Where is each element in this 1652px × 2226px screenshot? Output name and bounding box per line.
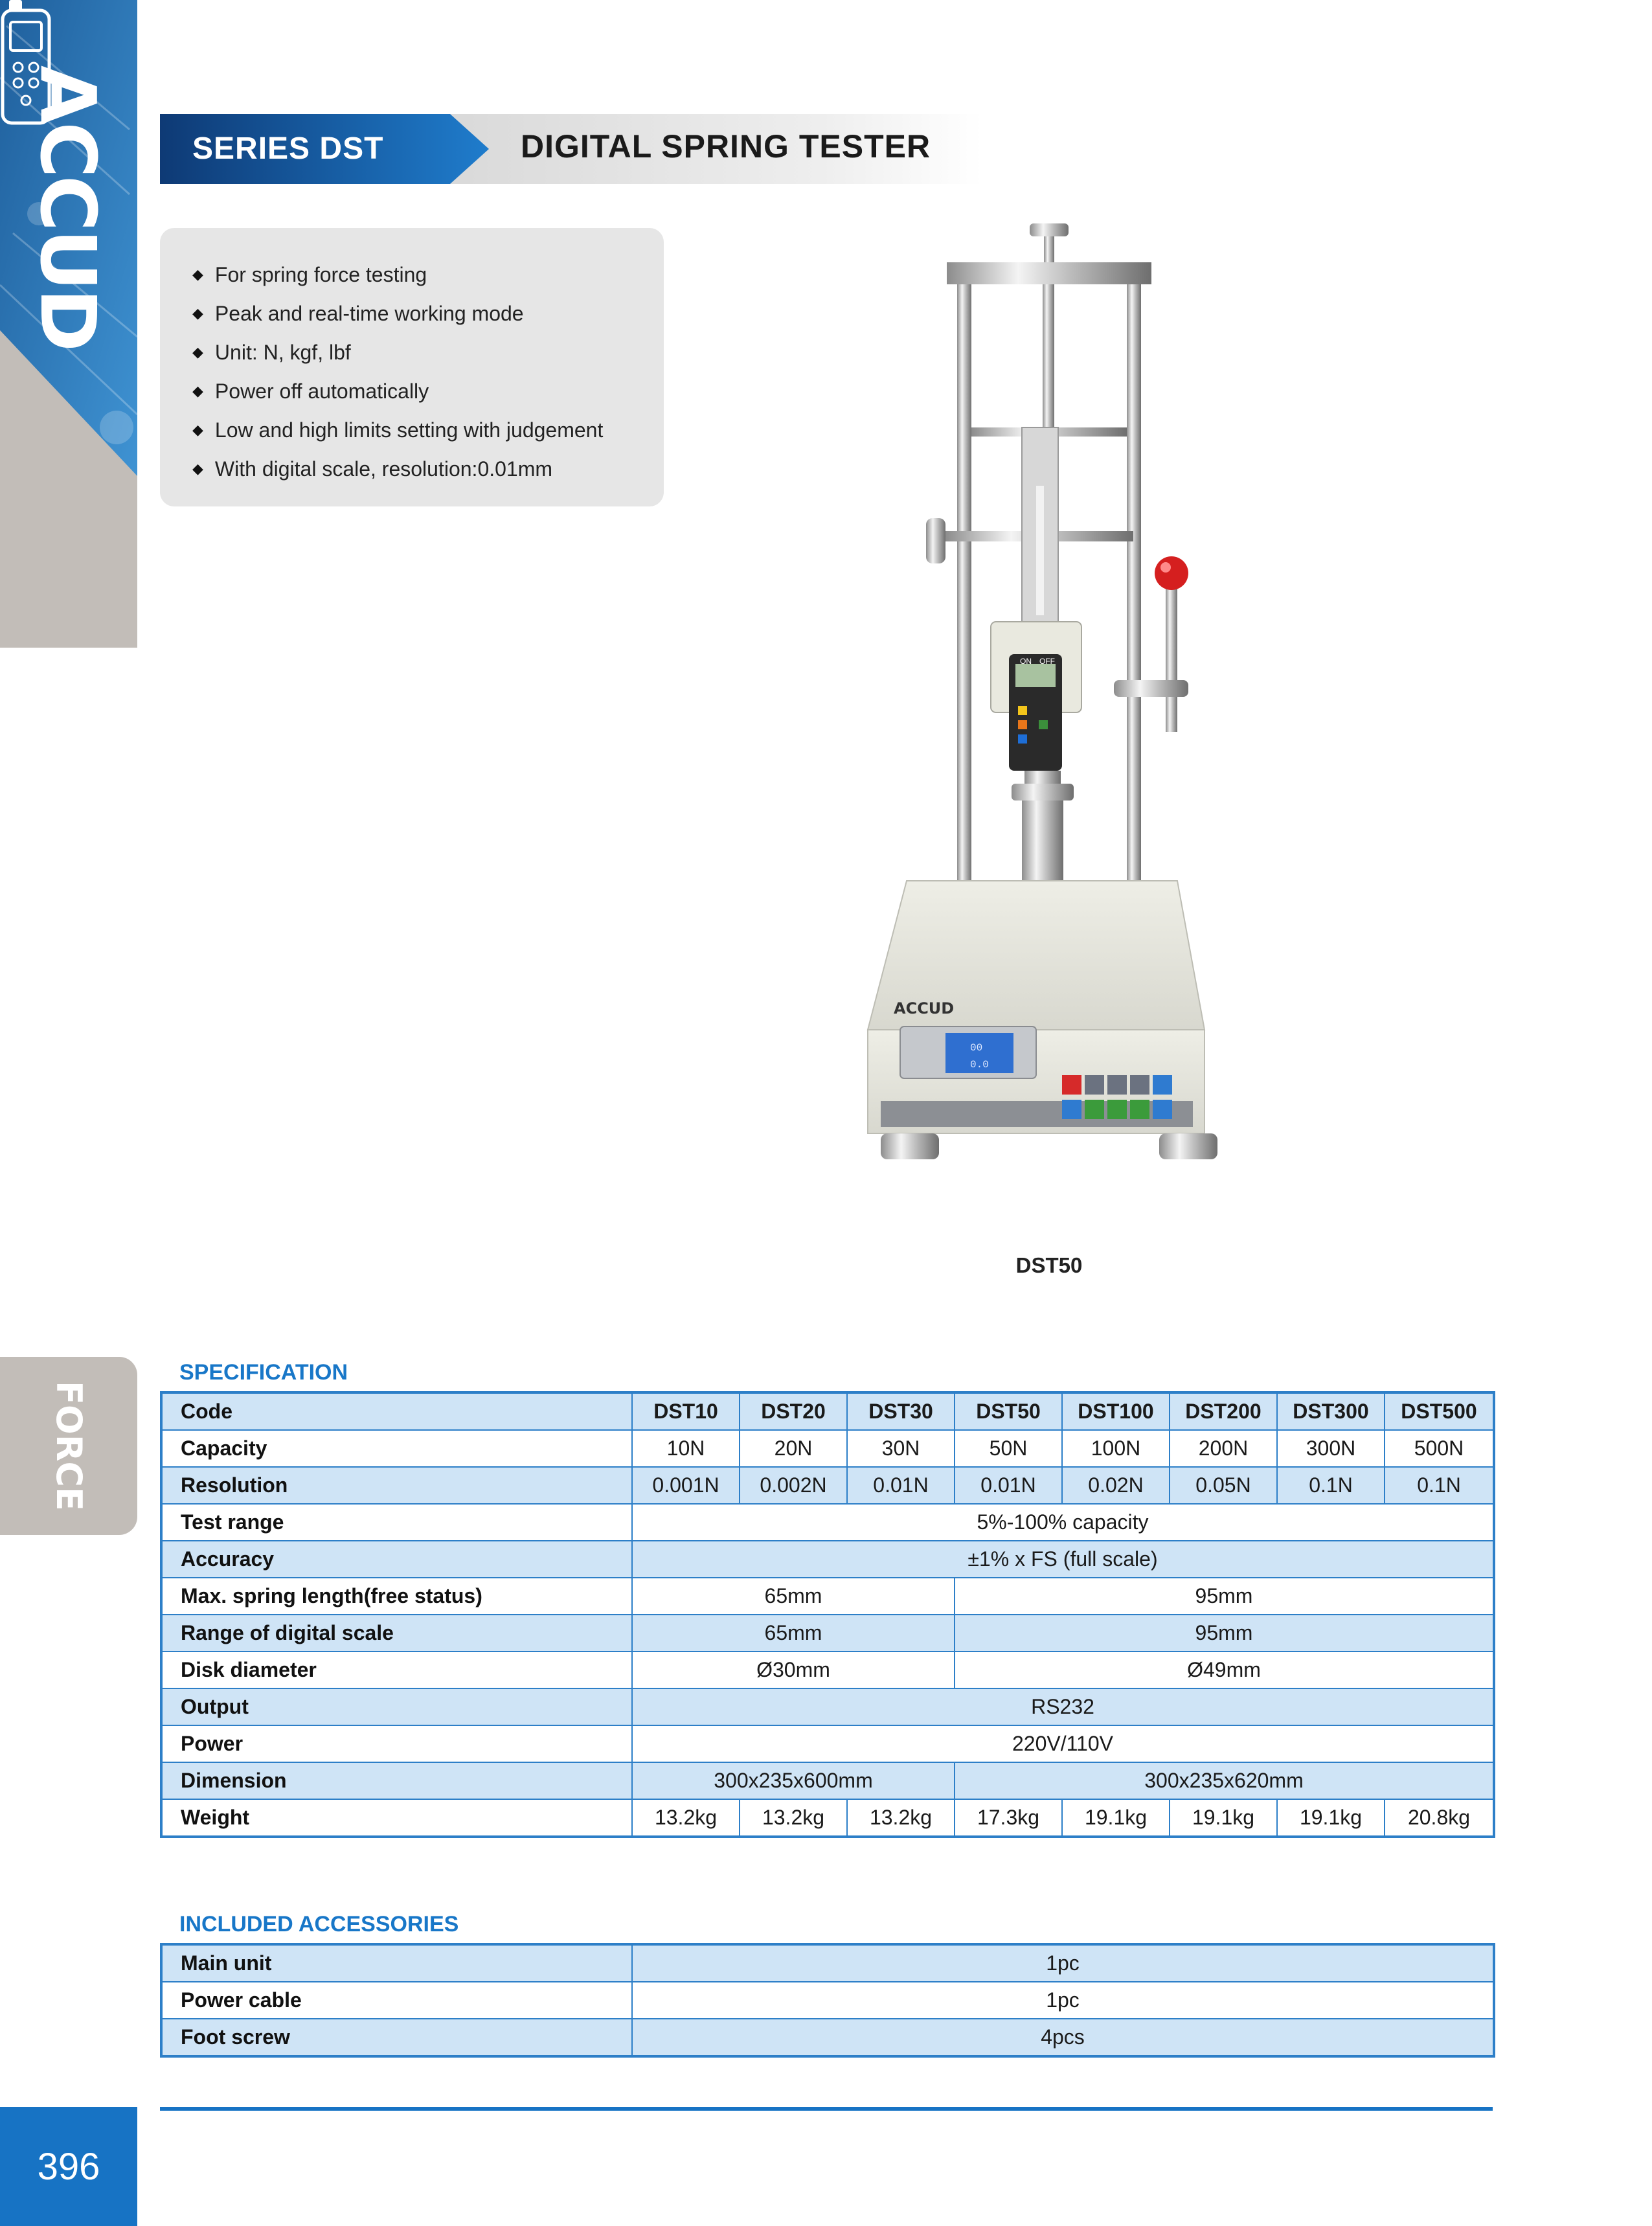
base-brand-label: ACCUD xyxy=(894,999,955,1017)
category-label: FORCE xyxy=(48,1381,89,1511)
table-row: Resolution 0.001N 0.002N 0.01N 0.01N 0.02N 0.05N 0.1N 0.1N xyxy=(161,1467,1494,1504)
diamond-bullet-icon: ◆ xyxy=(192,383,203,399)
product-title: DIGITAL SPRING TESTER xyxy=(521,128,931,165)
model-cell: DST30 xyxy=(847,1392,955,1430)
table-row: Dimension 300x235x600mm 300x235x620mm xyxy=(161,1762,1494,1799)
category-tab xyxy=(0,1357,137,1535)
scale-on-label: ON xyxy=(1020,657,1032,666)
table-row: Main unit 1pc xyxy=(161,1944,1494,1982)
diamond-bullet-icon: ◆ xyxy=(192,422,203,438)
diamond-bullet-icon: ◆ xyxy=(192,266,203,282)
model-cell: DST100 xyxy=(1062,1392,1170,1430)
specification-heading: SPECIFICATION xyxy=(179,1360,348,1385)
sidebar-brand-panel xyxy=(0,0,137,648)
model-cell: DST20 xyxy=(740,1392,847,1430)
feature-item: ◆ Peak and real-time working mode xyxy=(192,294,664,333)
table-row: Code DST10 DST20 DST30 DST50 DST100 DST200 DST300 DST500 xyxy=(161,1392,1494,1430)
brand-logo: ACCUD xyxy=(23,65,113,350)
specification-table xyxy=(160,1391,1495,1838)
feature-item: ◆ With digital scale, resolution:0.01mm xyxy=(192,449,664,488)
table-row: Max. spring length(free status) 65mm 95mm xyxy=(161,1578,1494,1615)
header-banner xyxy=(160,114,982,184)
display-bottom-readout: 0.0 xyxy=(970,1059,989,1071)
table-row: Output RS232 xyxy=(161,1688,1494,1725)
feature-item: ◆ For spring force testing xyxy=(192,255,664,294)
model-cell: DST50 xyxy=(955,1392,1062,1430)
series-label: SERIES DST xyxy=(192,131,384,166)
scale-off-label: OFF xyxy=(1039,657,1055,666)
table-row: Disk diameter Ø30mm Ø49mm xyxy=(161,1652,1494,1688)
table-row: Accuracy ±1% x FS (full scale) xyxy=(161,1541,1494,1578)
bottom-divider xyxy=(160,2107,1493,2111)
features-box xyxy=(160,228,664,506)
force-gauge-icon xyxy=(0,0,52,130)
diamond-bullet-icon: ◆ xyxy=(192,305,203,321)
model-cell: DST200 xyxy=(1170,1392,1277,1430)
spring-tester-image xyxy=(842,214,1243,1250)
table-row: Weight 13.2kg 13.2kg 13.2kg 17.3kg 19.1kg 19.1kg 19.1kg 20.8kg xyxy=(161,1799,1494,1837)
model-cell: DST10 xyxy=(632,1392,740,1430)
accessories-table xyxy=(160,1943,1495,2058)
table-row: Test range 5%-100% capacity xyxy=(161,1504,1494,1541)
table-row: Power 220V/110V xyxy=(161,1725,1494,1762)
diamond-bullet-icon: ◆ xyxy=(192,344,203,360)
feature-item: ◆ Low and high limits setting with judgement xyxy=(192,411,664,449)
model-cell: DST500 xyxy=(1385,1392,1494,1430)
model-cell: DST300 xyxy=(1277,1392,1385,1430)
table-row: Foot screw 4pcs xyxy=(161,2019,1494,2056)
product-caption: DST50 xyxy=(1015,1253,1083,1277)
accessories-heading: INCLUDED ACCESSORIES xyxy=(179,1912,459,1936)
table-row: Capacity 10N 20N 30N 50N 100N 200N 300N 500N xyxy=(161,1430,1494,1467)
display-top-readout: 00 xyxy=(970,1042,983,1054)
page-number: 396 xyxy=(0,2107,137,2226)
table-row: Range of digital scale 65mm 95mm xyxy=(161,1615,1494,1652)
feature-item: ◆ Unit: N, kgf, lbf xyxy=(192,333,664,372)
features-list xyxy=(192,255,664,488)
diamond-bullet-icon: ◆ xyxy=(192,460,203,477)
table-row: Power cable 1pc xyxy=(161,1982,1494,2019)
feature-item: ◆ Power off automatically xyxy=(192,372,664,411)
